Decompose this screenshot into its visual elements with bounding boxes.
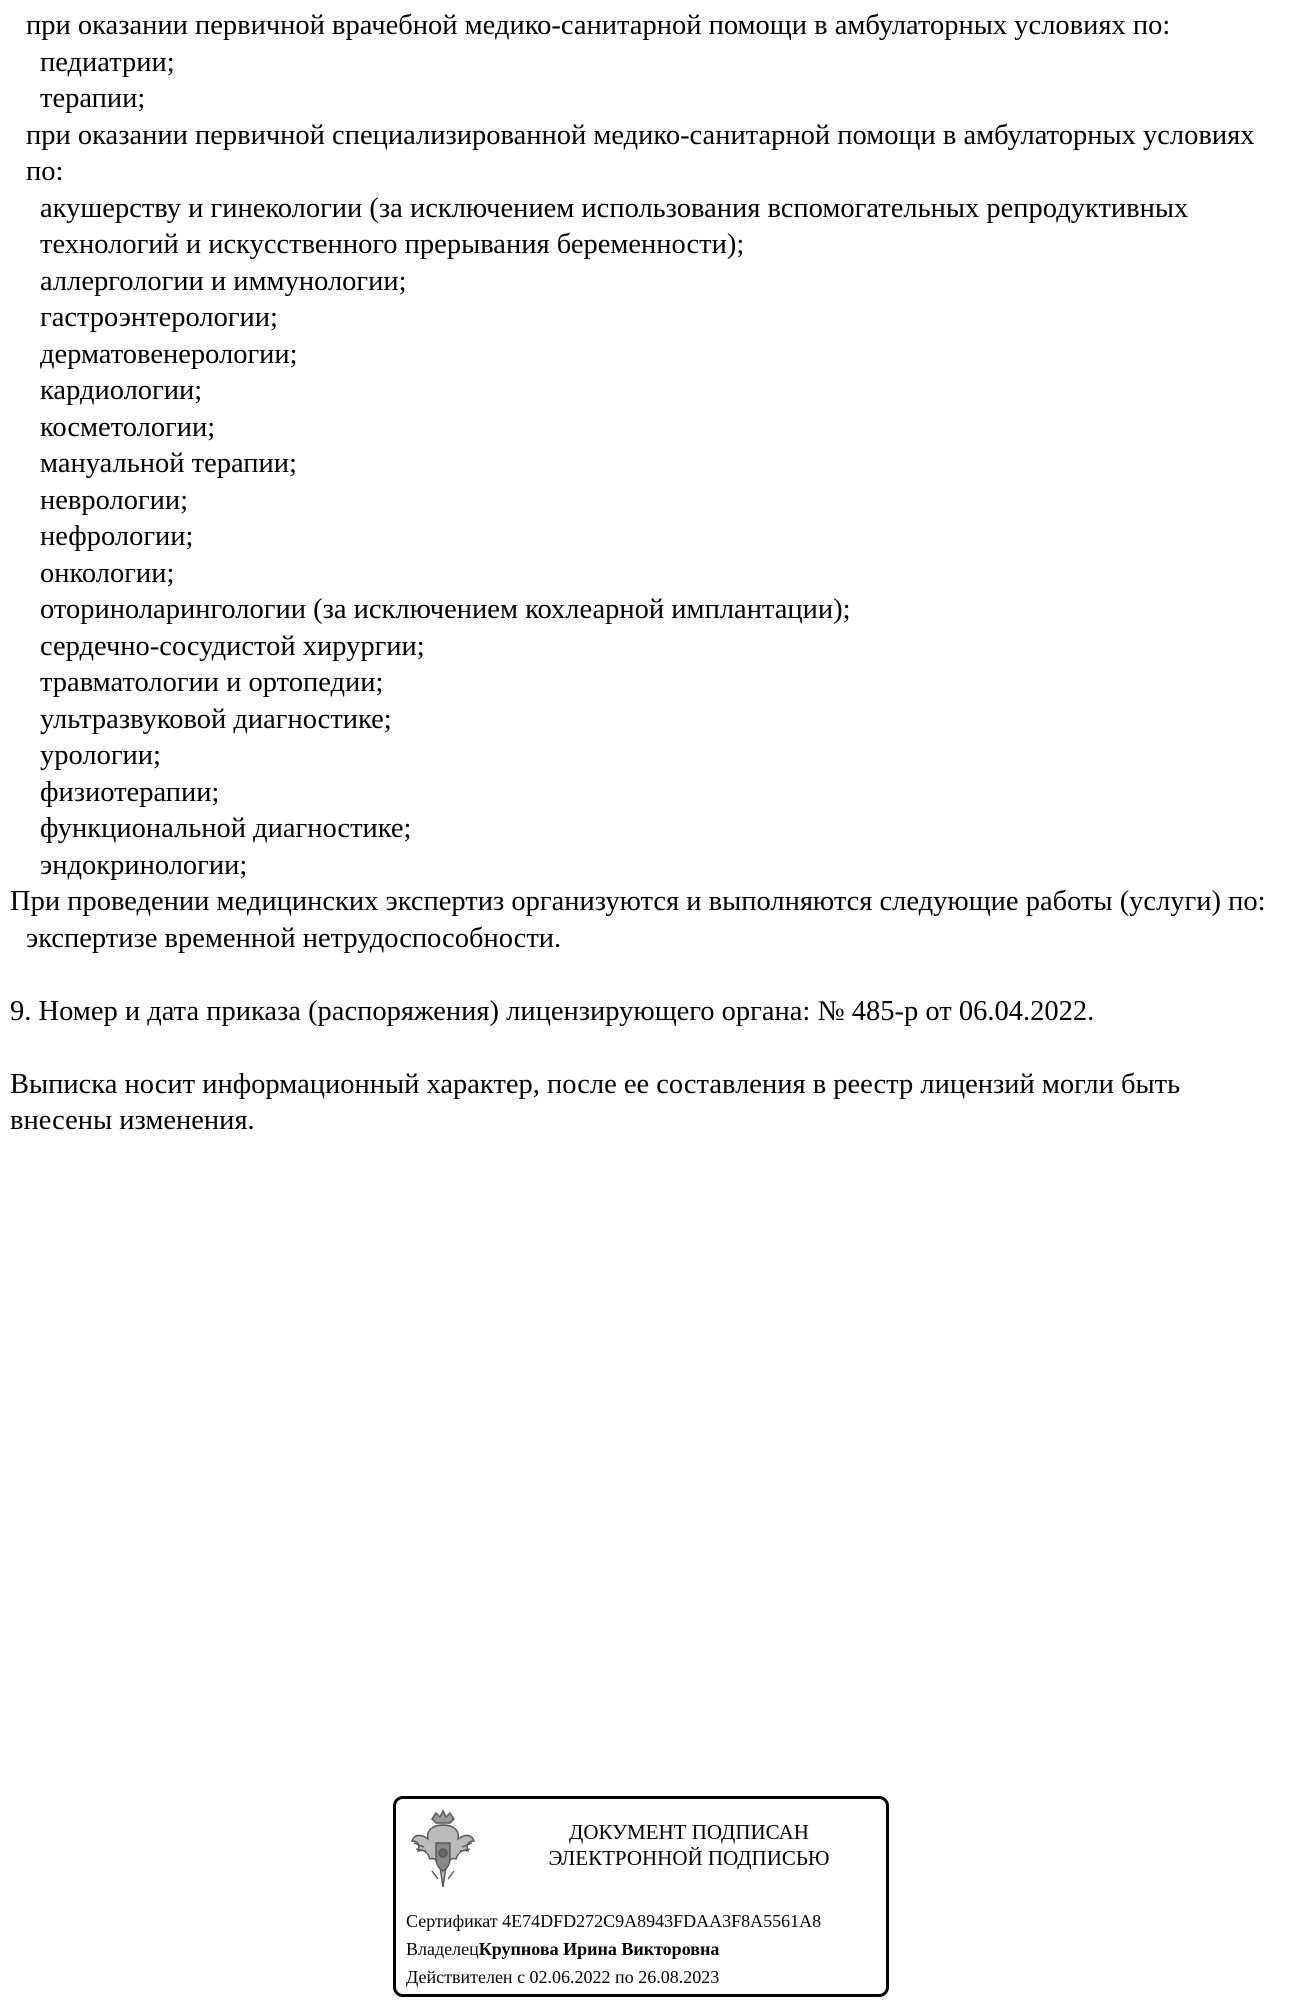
document-line: Выписка носит информационный характер, после ее составления в реестр лицензий могли быть внесены изменения. [10,1068,1181,1136]
document-line: при оказании первичной специализированной медико-санитарной помощи в амбулаторных условиях по: [26,119,1255,187]
document-line: оториноларингологии (за исключением кохлеарной имплантации); [40,594,851,625]
document-line: урологии; [40,740,161,771]
document-line: аллергологии и иммунологии; [40,265,407,297]
document-line: дерматовенерологии; [40,338,298,370]
document-line: функциональной диагностике; [40,813,412,844]
document-line: акушерству и гинекологии (за исключением использования вспомогательных репродуктивных технологий и искусственного прерывания беременности); [40,192,1189,260]
coat-of-arms-icon [410,1809,476,1891]
document-line: травматологии и ортопедии; [40,667,384,698]
document-line: При проведении медицинских экспертиз организуются и выполняются следующие работы (услуги) по: [10,886,1266,917]
certificate-row [406,1909,821,1933]
validity-row: Действителен с 02.06.2022 по 26.08.2023 [406,1967,720,1987]
paragraph-gap [10,957,1280,994]
document-line: 9. Номер и дата приказа (распоряжения) лицензирующего органа: № 485-р от 06.04.2022. [10,995,1095,1027]
document-line: гастроэнтерологии; [40,302,278,333]
certificate-label: Сертификат [406,1911,498,1931]
stamp-title-line-1: ДОКУМЕНТ ПОДПИСАН [569,1820,809,1844]
document-line: неврологии; [40,484,189,516]
document-line: онкологии; [40,557,175,589]
owner-label: Владелец [406,1939,479,1959]
document-line: экспертизе временной нетрудоспособности. [26,922,562,954]
document-line: сердечно-сосудистой хирургии; [40,630,425,662]
document-line: педиатрии; [40,46,175,78]
document-line: терапии; [40,83,146,114]
paragraph-gap [10,1030,1280,1067]
stamp-title [524,1819,854,1871]
document-line: эндокринологии; [40,849,248,881]
document-line: нефрологии; [40,521,194,552]
stamp-title-line-2: ЭЛЕКТРОННОЙ ПОДПИСЬЮ [548,1846,830,1870]
document-line: при оказании первичной врачебной медико-санитарной помощи в амбулаторных условиях по: [26,10,1171,41]
document-line: кардиологии; [40,375,203,406]
owner-row [406,1937,719,1961]
document-line: мануальной терапии; [40,448,297,479]
document-line: ультразвуковой диагностике; [40,703,392,735]
document-line: физиотерапии; [40,776,220,808]
owner-name: Крупнова Ирина Викторовна [478,1939,720,1959]
electronic-signature-stamp [393,1796,889,1997]
document-body [10,8,1280,1140]
document-line: косметологии; [40,411,216,443]
certificate-value: 4E74DFD272C9A8943FDAA3F8A5561A8 [502,1911,822,1931]
